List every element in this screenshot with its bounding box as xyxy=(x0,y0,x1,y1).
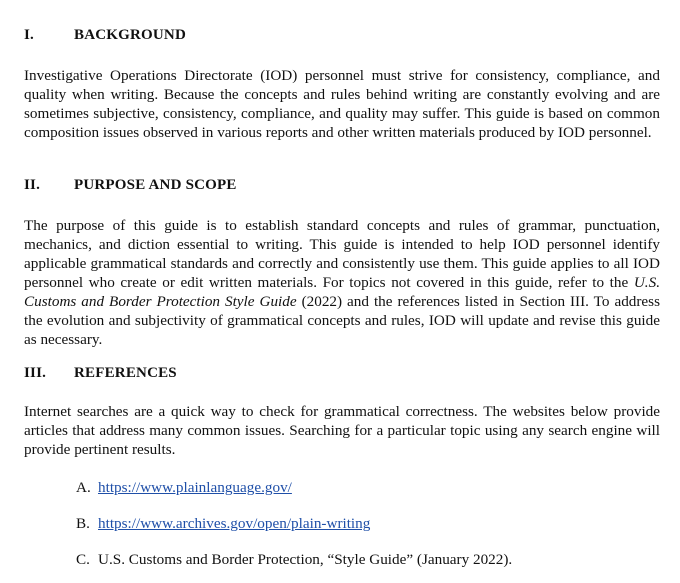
section-title: BACKGROUND xyxy=(74,27,187,43)
references-paragraph: Internet searches are a quick way to check for grammatical correctness. The websites below provide articles that address many common issues. Searching for a particular topic using any search engine will provide pertinent results. xyxy=(24,403,660,458)
section-heading-references xyxy=(24,365,177,382)
reference-text: U.S. Customs and Border Protection, “Style Guide” (January 2022). xyxy=(98,551,513,568)
reference-item xyxy=(76,515,370,533)
section-heading-purpose-scope xyxy=(24,177,237,194)
archives-plain-writing-link[interactable]: https://www.archives.gov/open/plain-writing xyxy=(98,515,371,532)
reference-letter: B. xyxy=(76,515,90,532)
reference-letter: A. xyxy=(76,479,91,496)
reference-item xyxy=(76,551,512,569)
plainlanguage-link[interactable]: https://www.plainlanguage.gov/ xyxy=(98,479,292,496)
section-number: II. xyxy=(24,177,41,193)
purpose-text-after: (2022) and the references listed in Section III. To address the evolution and subjectivity of grammatical concepts and rules, IOD will update and revise this guide as necessary. xyxy=(24,293,660,348)
section-heading-background xyxy=(24,27,186,44)
purpose-scope-paragraph xyxy=(24,216,660,349)
section-number: III. xyxy=(24,365,47,381)
section-title: PURPOSE AND SCOPE xyxy=(74,177,237,193)
reference-item xyxy=(76,479,292,497)
section-title: REFERENCES xyxy=(74,365,177,381)
reference-letter: C. xyxy=(76,551,90,568)
style-guide-title: U.S. Customs and Border Protection Style Guide xyxy=(24,274,660,310)
purpose-text-before: The purpose of this guide is to establish standard concepts and rules of grammar, punctuation, mechanics, and diction essential to writing. This guide is intended to help IOD personnel identify applicable grammatical standards and correctly and consistently use them. This guide applies to all IOD personnel who create or edit written materials. For topics not covered in this guide, refer to the xyxy=(24,217,660,291)
background-paragraph: Investigative Operations Directorate (IOD) personnel must strive for consistency, compliance, and quality when writing. Because the concepts and rules behind writing are constantly evolving and are sometimes subjective, consistency, compliance, and quality may suffer. This guide is based on common composition issues observed in various reports and other written materials produced by IOD personnel. xyxy=(24,67,660,141)
section-number: I. xyxy=(24,27,34,43)
